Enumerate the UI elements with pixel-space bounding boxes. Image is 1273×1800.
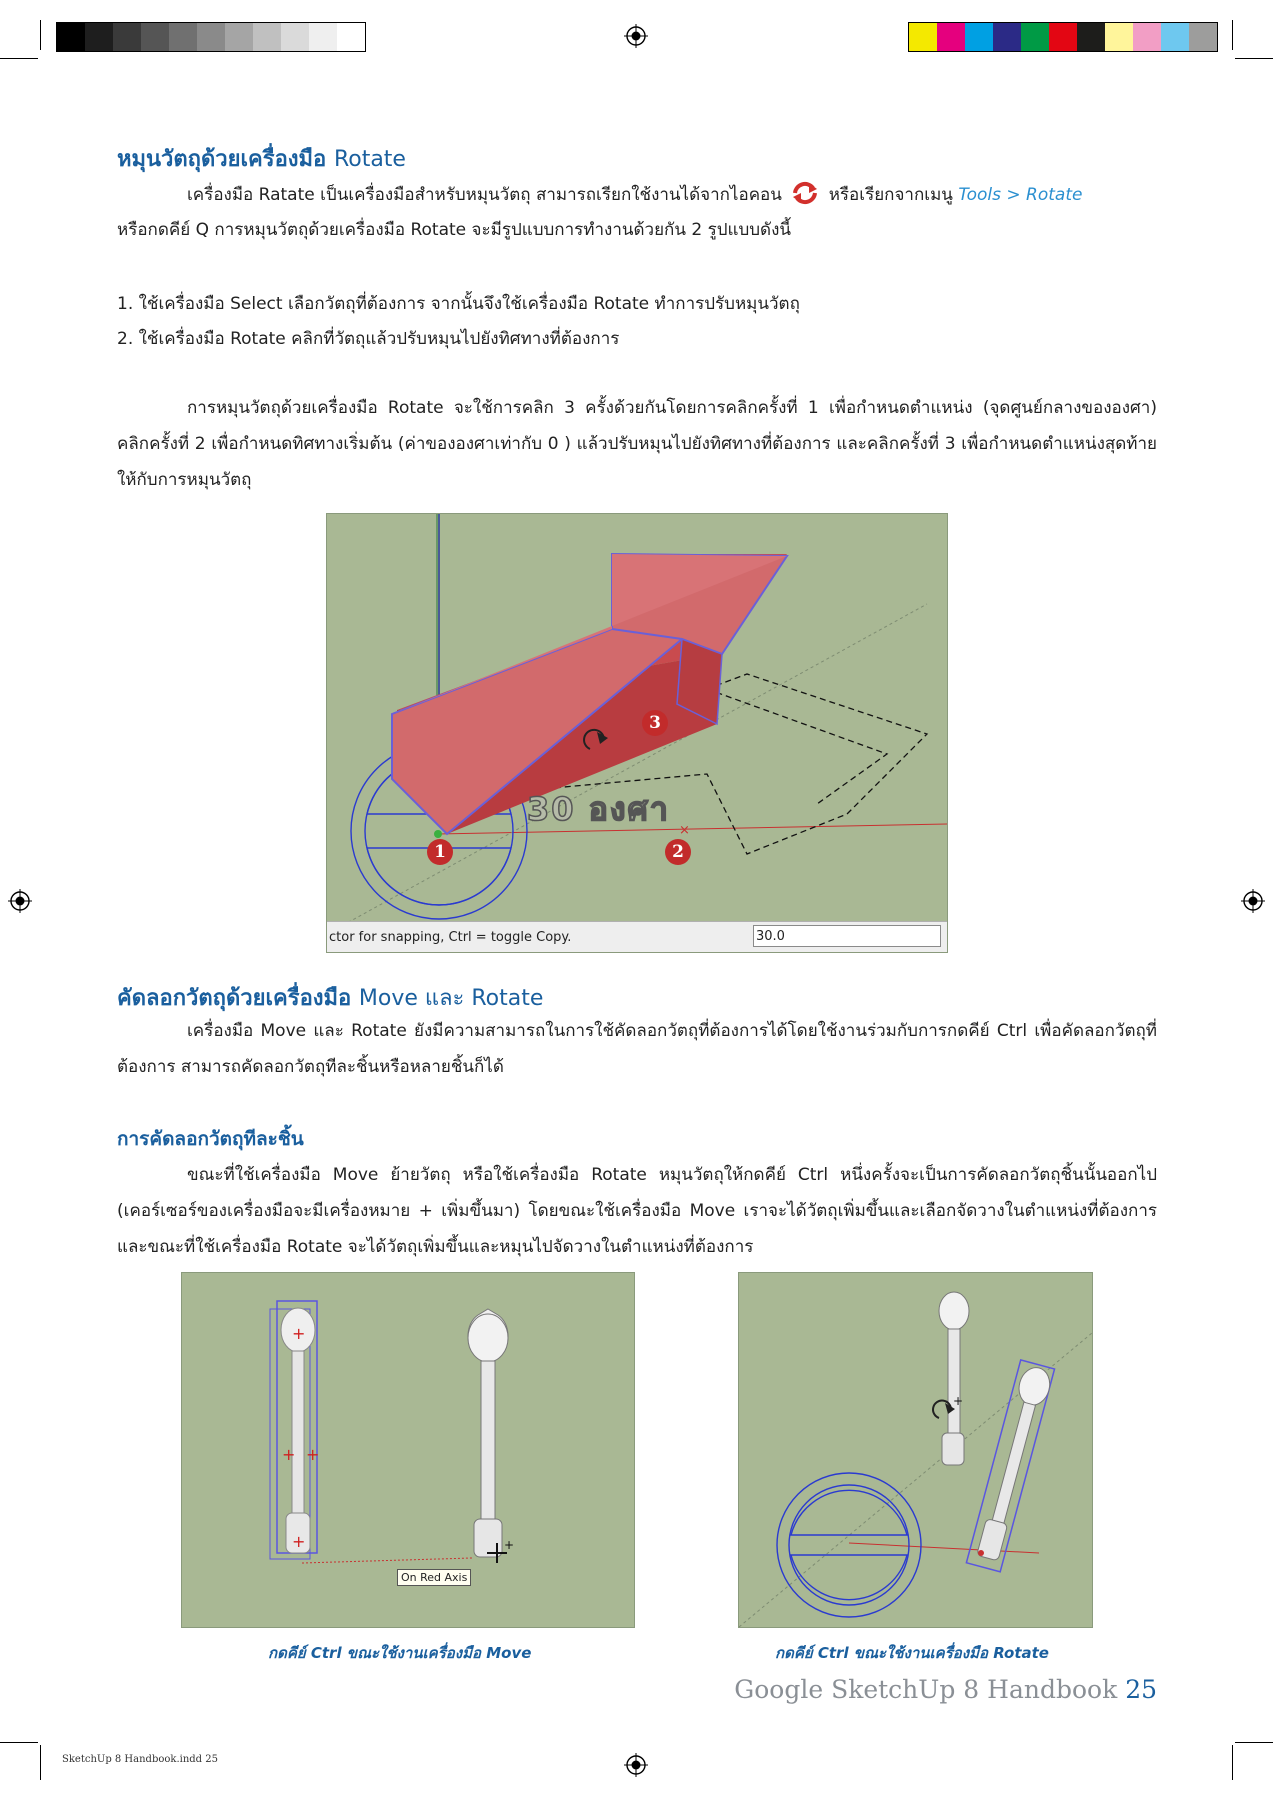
crop-mark [1232, 1745, 1233, 1780]
rotate-copy-figure [738, 1272, 1093, 1628]
marker-1: 1 [427, 839, 453, 865]
copy-single-paragraph: ขณะที่ใช้เครื่องมือ Move ย้ายวัตถุ หรือใช้เครื่องมือ Rotate หมุนวัตถุให้กดคีย์ Ctrl หนึ่งครั้งจะเป็นการคัดลอกวัตถุชิ้นนั้นออกไป (เคอร์เซอร์ของเครื่องมือจะมีเครื่องหมาย + เพิ่มขึ้นมา) โดยขณะใช้เครื่องมือ Move เราจะได้วัตถุเพิ่มขึ้นและเลือกจัดวางในตำแหน่งที่ต้องการ และขณะที่ใช้เครื่องมือ Rotate จะได้วัตถุเพิ่มขึ้นและหมุนไปจัดวางในตำแหน่งที่ต้องการ [117, 1165, 1157, 1257]
svg-text:+: + [292, 1532, 306, 1551]
svg-text:×: × [679, 823, 690, 838]
crop-mark [40, 20, 41, 50]
rotate-caption: กดคีย์ Ctrl ขณะใช้งานเครื่องมือ Rotate [775, 1644, 1049, 1662]
intro-line-1 [187, 181, 1082, 208]
crop-mark [1235, 58, 1273, 59]
svg-text:+: + [504, 1538, 515, 1552]
rotate-copy-scene [739, 1273, 1092, 1627]
rotate-tool-icon [791, 181, 819, 205]
move-copy-figure [181, 1272, 635, 1628]
registration-mark-icon [624, 24, 648, 48]
crop-mark [1235, 1742, 1273, 1743]
list-item: 2. ใช้เครื่องมือ Rotate คลิกที่วัตถุแล้วปรับหมุนไปยังทิศทางที่ต้องการ [117, 329, 620, 349]
heading-thai-text: คัดลอกวัตถุด้วยเครื่องมือ [117, 986, 352, 1011]
section-heading-rotate [117, 141, 406, 176]
page-number: 25 [1125, 1675, 1157, 1704]
crop-mark [1232, 20, 1233, 50]
section-heading-copy-single: การคัดลอกวัตถุทีละชิ้น [117, 1128, 304, 1150]
protractor-icon [777, 1473, 921, 1617]
section-heading-copy [117, 980, 543, 1015]
menu-path-link: Tools > Rotate [958, 185, 1083, 205]
copy-paragraph: เครื่องมือ Move และ Rotate ยังมีความสามารถในการใช้คัดลอกวัตถุที่ต้องการได้โดยใช้งานร่วมกับการกดคีย์ Ctrl เพื่อคัดลอกวัตถุที่ต้องการ สามารถคัดลอกวัตถุทีละชิ้นหรือหลายชิ้นก็ได้ [117, 1021, 1157, 1077]
crop-mark [0, 1742, 38, 1743]
footer-brand [734, 1675, 1157, 1704]
registration-mark-icon [8, 889, 32, 913]
svg-text:+: + [953, 1394, 964, 1408]
svg-text:+: + [282, 1445, 296, 1464]
intro-text: เครื่องมือ Ratate เป็นเครื่องมือสำหรับหมุนวัตถุ สามารถเรียกใช้งานได้จากไอคอน [187, 185, 782, 205]
file-slug: SketchUp 8 Handbook.indd 25 [62, 1754, 218, 1765]
heading-english-text: Move และ Rotate [358, 986, 544, 1011]
value-input[interactable]: 30.0 [753, 925, 941, 947]
svg-text:+: + [292, 1324, 306, 1343]
list-item: 1. ใช้เครื่องมือ Select เลือกวัตถุที่ต้องการ จากนั้นจึงใช้เครื่องมือ Rotate ทำการปรับหมุนวัตถุ [117, 294, 800, 314]
registration-mark-icon [1241, 889, 1265, 913]
rotate-scene [327, 514, 947, 952]
status-text: ctor for snapping, Ctrl = toggle Copy. [329, 930, 572, 945]
svg-text:+: + [306, 1445, 320, 1464]
intro-line-2: หรือกดคีย์ Q การหมุนวัตถุด้วยเครื่องมือ Rotate จะมีรูปแบบการทำงานด้วยกัน 2 รูปแบบดังนี้ [117, 220, 791, 240]
crop-mark [0, 58, 38, 59]
intro-text-menu: หรือเรียกจากเมนู [828, 185, 953, 205]
rotate-figure [326, 513, 948, 953]
status-bar [327, 921, 947, 953]
heading-english-text: Rotate [333, 147, 406, 172]
registration-mark-icon [624, 1753, 648, 1777]
heading-thai-text: หมุนวัตถุด้วยเครื่องมือ [117, 147, 327, 172]
crop-mark [40, 1745, 41, 1780]
move-caption: กดคีย์ Ctrl ขณะใช้งานเครื่องมือ Move [268, 1644, 532, 1662]
rotate-paragraph: การหมุนวัตถุด้วยเครื่องมือ Rotate จะใช้การคลิก 3 ครั้งด้วยกันโดยการคลิกครั้งที่ 1 เพื่อกำหนดตำแหน่ง (จุดศูนย์กลางขององศา) คลิกครั้งที่ 2 เพื่อกำหนดทิศทางเริ่มต้น (ค่าขององศาเท่ากับ 0 ) แล้วปรับหมุนไปยังทิศทางที่ต้องการ และคลิกครั้งที่ 3 เพื่อกำหนดตำแหน่งสุดท้ายให้กับการหมุนวัตถุ [117, 398, 1157, 490]
footer-brand-text: Google SketchUp 8 Handbook [734, 1675, 1118, 1704]
marker-2: 2 [665, 839, 691, 865]
marker-3: 3 [642, 710, 668, 736]
tooltip: On Red Axis [397, 1569, 471, 1586]
color-bar [908, 22, 1218, 52]
angle-label: 30 องศา [527, 790, 670, 828]
grayscale-bar [56, 22, 366, 52]
